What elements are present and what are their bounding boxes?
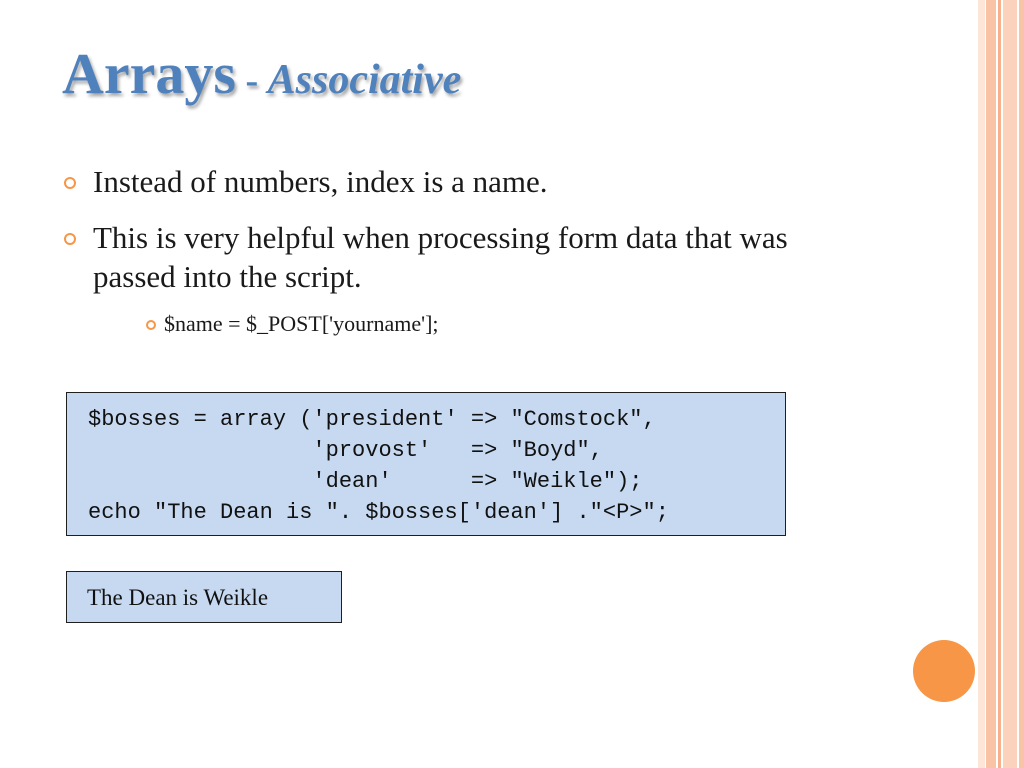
ring-bullet-icon (146, 320, 156, 330)
title-separator: - (235, 60, 268, 102)
code-line: 'dean' => "Weikle"); (88, 469, 643, 494)
orange-circle-icon (913, 640, 975, 702)
bullet-text: This is very helpful when processing form data that was passed into the script. (93, 220, 788, 294)
stripe-band (986, 0, 996, 768)
slide-title (62, 40, 461, 107)
bullet-item (62, 162, 862, 201)
output-box (66, 571, 342, 623)
title-main: Arrays (62, 41, 236, 106)
bullet-list (62, 162, 862, 313)
output-text: The Dean is Weikle (87, 585, 269, 610)
code-line: 'provost' => "Boyd", (88, 438, 603, 463)
stripe-thin (998, 0, 1001, 768)
sub-bullet-item (146, 310, 439, 338)
title-subtitle: Associative (267, 57, 462, 103)
ring-bullet-icon (64, 177, 76, 189)
bullet-text: Instead of numbers, index is a name. (93, 164, 548, 199)
code-line: $bosses = array ('president' => "Comstock", (88, 407, 656, 432)
code-block (66, 392, 786, 536)
right-stripe-decoration (978, 0, 1024, 768)
code-line: echo "The Dean is ". $bosses['dean'] ."<P>"; (88, 500, 669, 525)
sub-bullet-text: $name = $_POST['yourname']; (164, 311, 439, 336)
stripe-wide (1003, 0, 1017, 768)
stripe-outer-left (978, 0, 985, 768)
bullet-item (62, 218, 862, 296)
stripe-edge (1019, 0, 1024, 768)
ring-bullet-icon (64, 233, 76, 245)
